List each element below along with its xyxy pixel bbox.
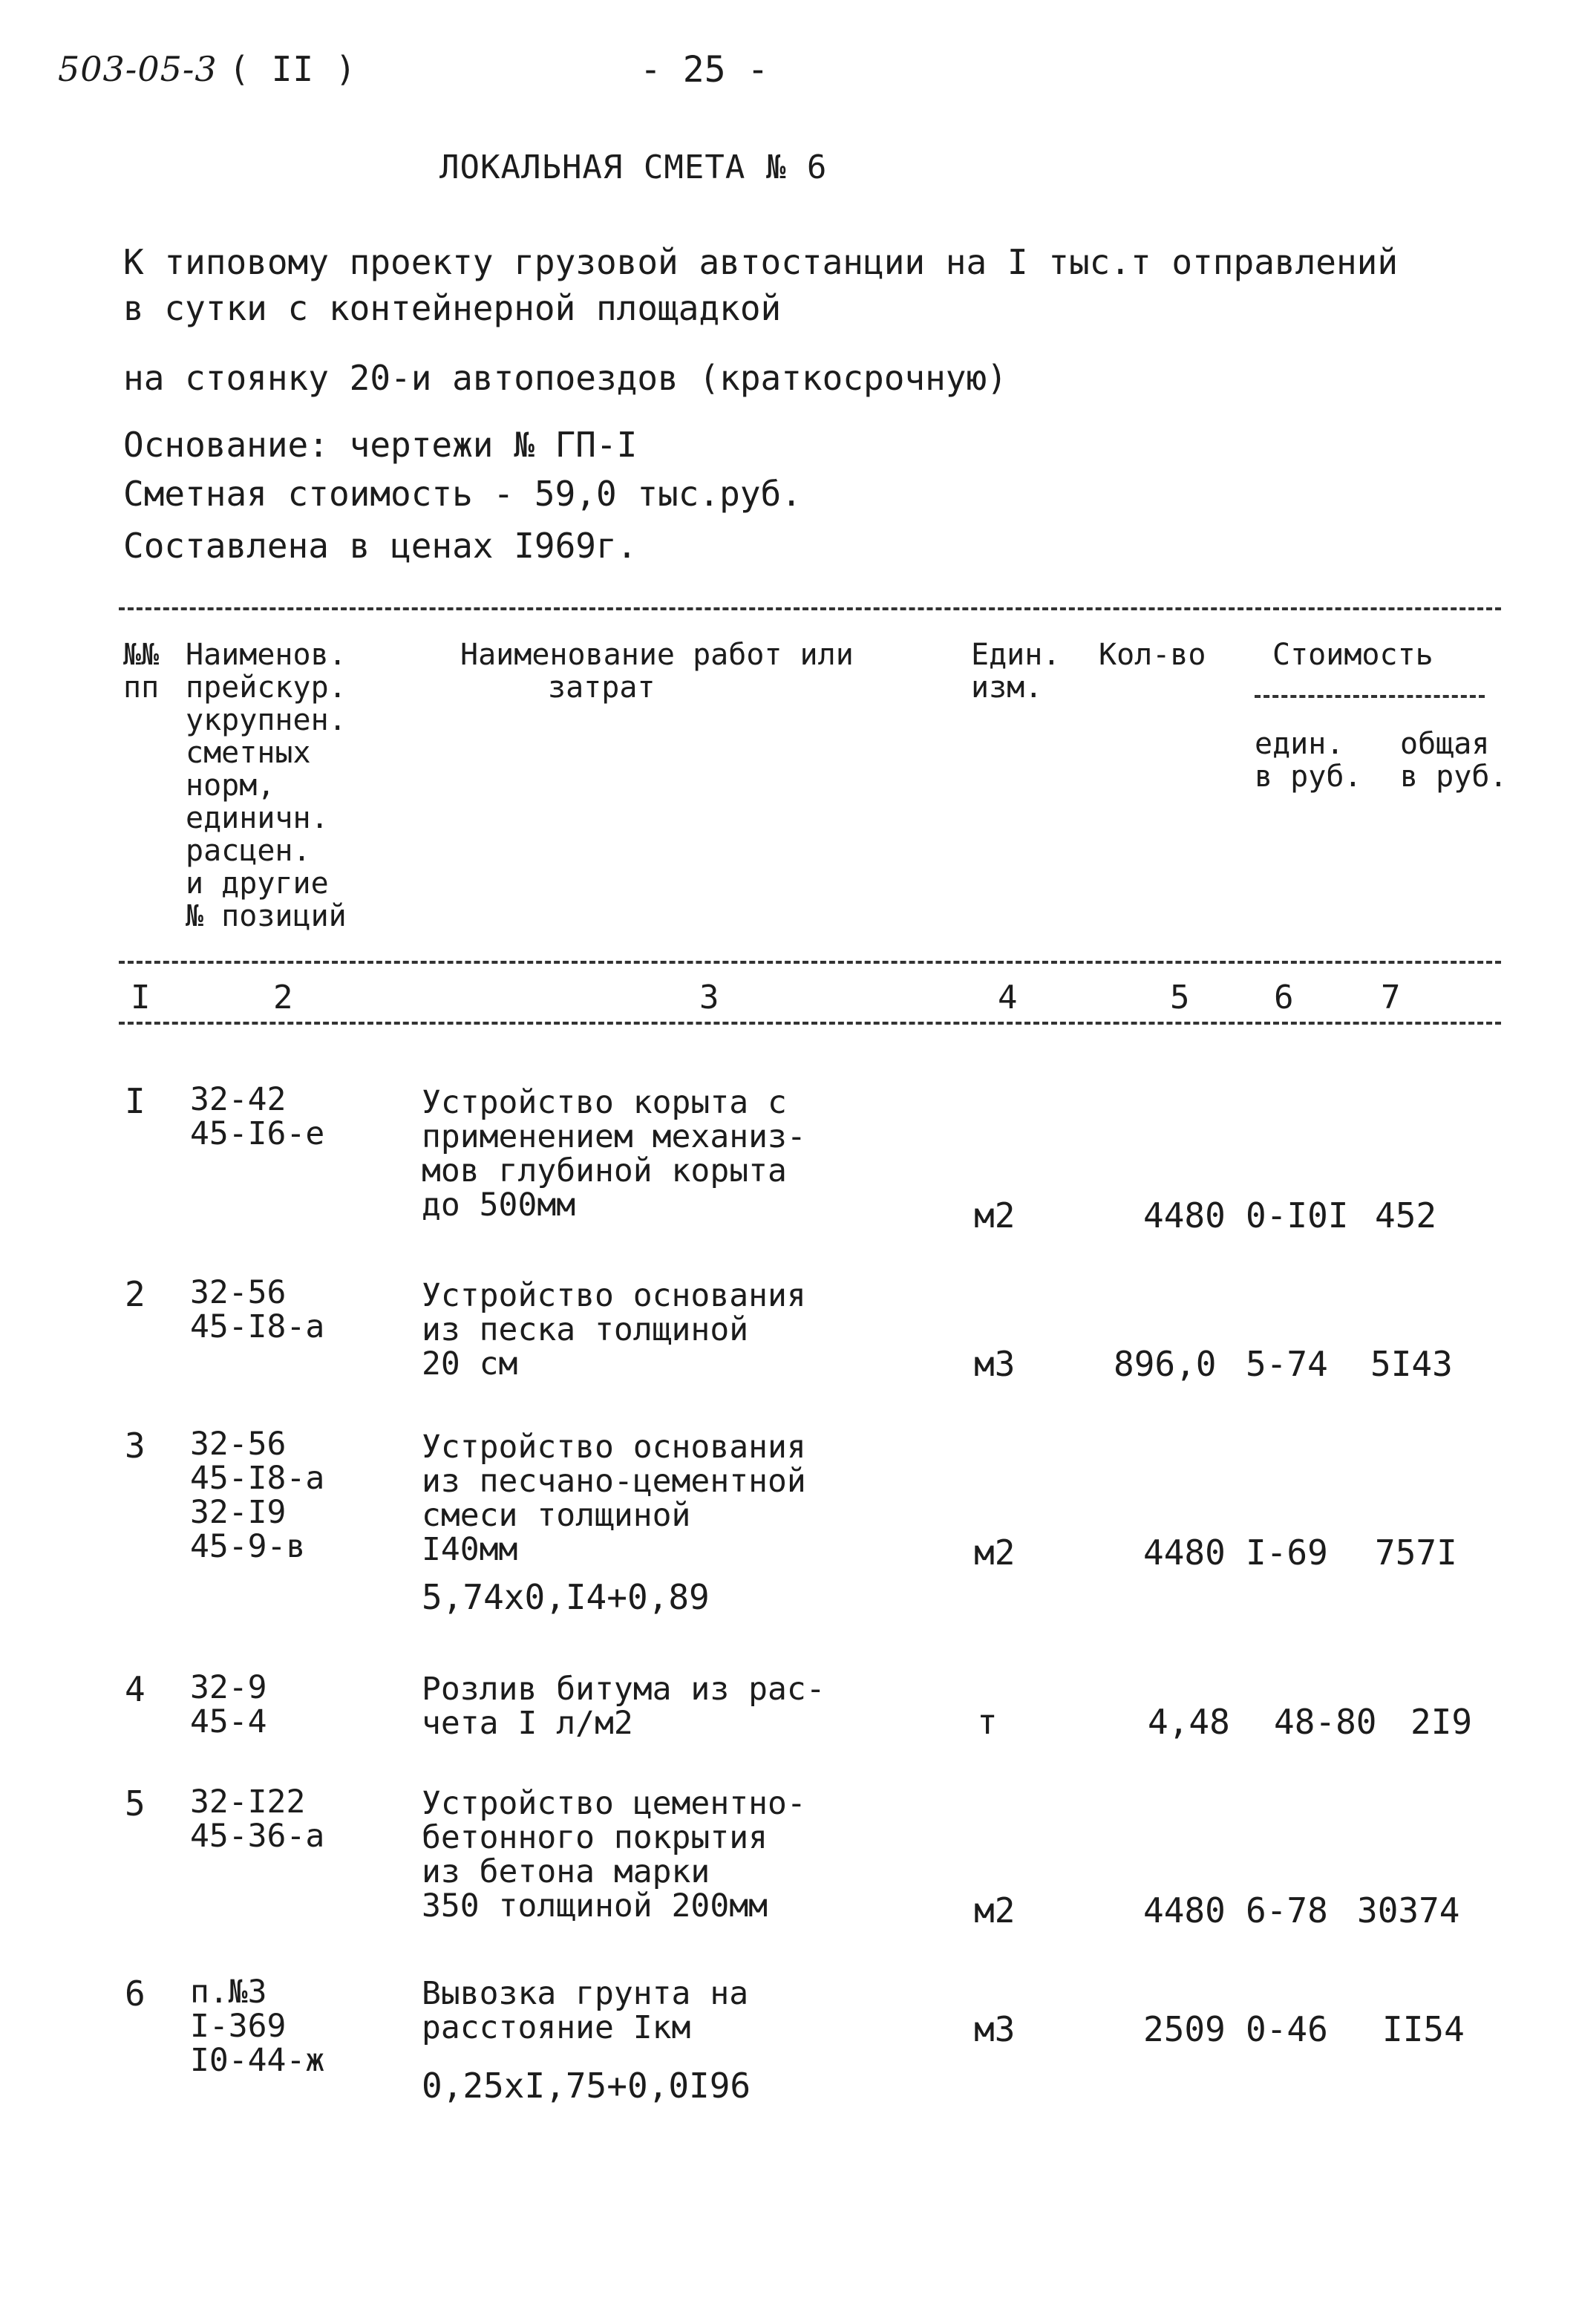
cost-group-header: Стоимость xyxy=(1272,638,1433,672)
column-number-1: I xyxy=(131,979,151,1016)
row-total: 452 xyxy=(1375,1195,1437,1236)
table-top-rule xyxy=(119,607,1501,610)
row-codes: п.№3 I-369 I0-44-ж xyxy=(190,1974,325,2079)
row-number: 2 xyxy=(125,1274,146,1314)
column-number-5: 5 xyxy=(1170,979,1190,1016)
row-unit-cost: 5-74 xyxy=(1246,1344,1328,1384)
row-total: 757I xyxy=(1375,1533,1457,1573)
row-unit-cost: 6-78 xyxy=(1246,1890,1328,1930)
row-unit-cost: I-69 xyxy=(1246,1533,1328,1573)
row-unit-cost: 0-46 xyxy=(1246,2009,1328,2049)
row-codes: 32-9 45-4 xyxy=(190,1669,267,1740)
row-codes: 32-42 45-I6-е xyxy=(190,1081,325,1152)
row-codes: 32-56 45-I8-а xyxy=(190,1274,325,1345)
row-unit: м2 xyxy=(974,1890,1016,1930)
row-work-description: Вывозка грунта на расстояние Iкм xyxy=(422,1975,749,2046)
column-number-2: 2 xyxy=(273,979,293,1016)
column-number-6: 6 xyxy=(1274,979,1294,1016)
row-work-description: Устройство корыта с применением механиз- мов глубиной корыта до 500мм xyxy=(422,1084,806,1224)
column-number-rule xyxy=(119,1022,1501,1025)
document-code: 503-05-3 ( II ) xyxy=(58,49,357,89)
row-quantity: 4480 xyxy=(1143,1890,1226,1930)
intro-line-2: в сутки с контейнерной площадкой xyxy=(123,288,782,328)
column-number-3: 3 xyxy=(699,979,719,1016)
intro-line-3: на стоянку 20-и автопоездов (краткосрочную) xyxy=(123,358,1007,398)
document-part: ( II ) xyxy=(229,49,357,89)
row-number: 6 xyxy=(125,1974,146,2014)
col4-header: Един. изм. xyxy=(971,638,1061,705)
row-quantity: 896,0 xyxy=(1114,1344,1217,1384)
row-number: 4 xyxy=(125,1669,146,1709)
row-work-description: Устройство цементно- бетонного покрытия из бетона марки 350 толщиной 200мм xyxy=(422,1785,806,1925)
row-total: 5I43 xyxy=(1370,1344,1453,1384)
row-quantity: 4,48 xyxy=(1148,1702,1230,1742)
row-formula: 5,74х0,I4+0,89 xyxy=(422,1577,710,1617)
intro-line-1: К типовому проекту грузовой автостанции на I тыс.т отправлений xyxy=(123,242,1399,282)
row-formula: 0,25хI,75+0,0I96 xyxy=(422,2066,751,2106)
cost-line: Сметная стоимость - 59,0 тыс.руб. xyxy=(123,474,802,514)
col3-header: Наименование работ или затрат xyxy=(460,638,854,705)
row-work-description: Розлив битума из рас- чета I л/м2 xyxy=(422,1671,826,1742)
row-total: 2I9 xyxy=(1410,1702,1473,1742)
row-codes: 32-56 45-I8-а 32-I9 45-9-в xyxy=(190,1426,325,1565)
header-bottom-rule xyxy=(119,961,1501,964)
col5-header: Кол-во xyxy=(1099,638,1206,672)
row-total: II54 xyxy=(1382,2009,1465,2049)
row-total: 30374 xyxy=(1357,1890,1460,1930)
col7-header: общая в руб. xyxy=(1400,727,1508,794)
col6-header: един. в руб. xyxy=(1255,727,1362,794)
row-codes: 32-I22 45-36-а xyxy=(190,1783,325,1855)
row-quantity: 2509 xyxy=(1143,2009,1226,2049)
row-work-description: Устройство основания из песчано-цементной смеси толщиной I40мм xyxy=(422,1429,806,1568)
column-number-4: 4 xyxy=(998,979,1018,1016)
row-number: 5 xyxy=(125,1783,146,1824)
basis-line: Основание: чертежи № ГП-I xyxy=(123,425,638,465)
page-number: - 25 - xyxy=(640,49,769,91)
row-unit: м3 xyxy=(974,2009,1016,2049)
row-unit-cost: 0-I0I xyxy=(1246,1195,1349,1236)
row-number: 3 xyxy=(125,1426,146,1466)
row-quantity: 4480 xyxy=(1143,1195,1226,1236)
row-number: I xyxy=(125,1081,146,1121)
col2-header: Наименов. прейскур. укрупнен. сметных норм, единичн. расцен. и другие № позиций xyxy=(186,638,347,933)
column-number-7: 7 xyxy=(1381,979,1401,1016)
row-quantity: 4480 xyxy=(1143,1533,1226,1573)
prices-line: Составлена в ценах I969г. xyxy=(123,526,638,566)
cost-group-rule xyxy=(1255,695,1485,698)
col1-header: №№ пп xyxy=(123,638,160,705)
row-unit: м2 xyxy=(974,1533,1016,1573)
page-title: ЛОКАЛЬНАЯ СМЕТА № 6 xyxy=(439,148,828,186)
row-work-description: Устройство основания из песка толщиной 20 см xyxy=(422,1277,806,1383)
row-unit: м2 xyxy=(974,1195,1016,1236)
row-unit: т xyxy=(977,1702,998,1742)
row-unit: м3 xyxy=(974,1344,1016,1384)
row-unit-cost: 48-80 xyxy=(1274,1702,1377,1742)
